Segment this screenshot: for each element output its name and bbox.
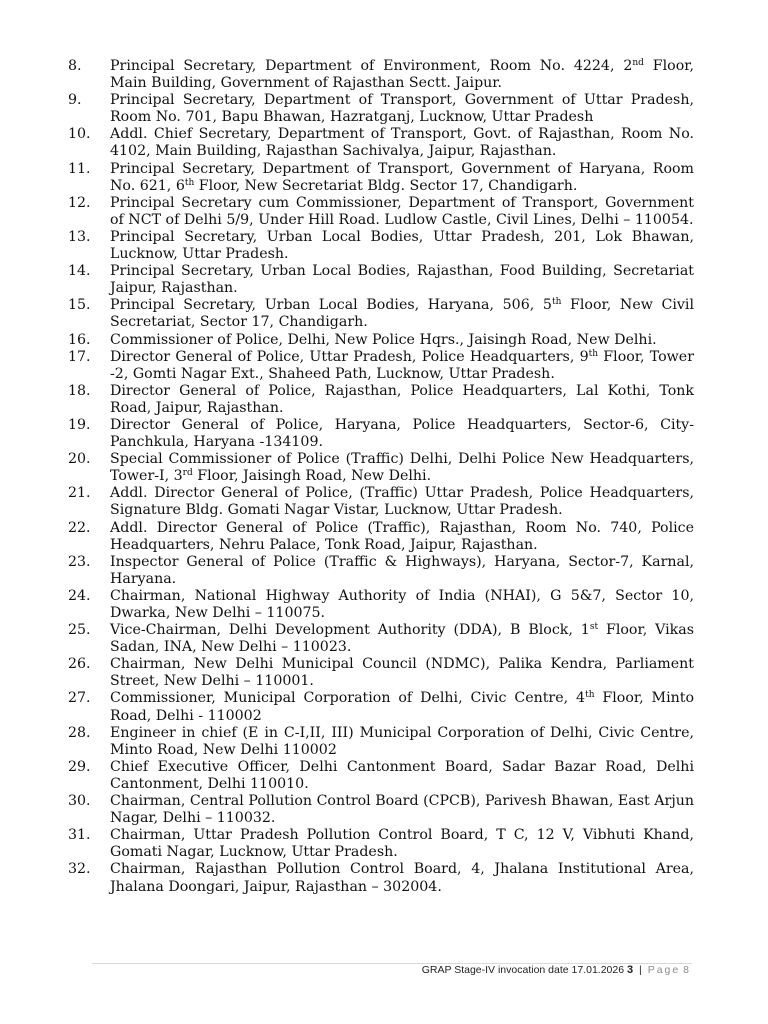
- list-item-text: Chairman, Uttar Pradesh Pollution Control Board, T C, 12 V, Vibhuti Khand, Gomati Nagar, Lucknow, Uttar Pradesh.: [110, 827, 694, 861]
- list-item-number: 17.: [68, 348, 91, 365]
- list-item-number: 13.: [68, 228, 91, 245]
- list-item-number: 11.: [68, 160, 91, 177]
- list-item-text: Engineer in chief (E in C-I,II, III) Municipal Corporation of Delhi, Civic Centre, Minto Road, New Delhi 110002: [110, 724, 694, 758]
- list-item-number: 8.: [68, 58, 82, 74]
- list-item-number: 27.: [68, 690, 91, 707]
- list-item-text: Special Commissioner of Police (Traffic) Delhi, Delhi Police New Headquarters, Tower-I, 3rd Floor, Jaisingh Road, New Delhi.: [110, 451, 694, 485]
- list-item-text: Director General of Police, Haryana, Police Headquarters, Sector-6, City-Panchkula, Haryana -134109.: [110, 416, 694, 451]
- list-item-text: Chairman, National Highway Authority of India (NHAI), G 5&7, Sector 10, Dwarka, New Delhi – 110075.: [110, 587, 694, 621]
- list-item-number: 10.: [68, 126, 91, 143]
- list-item-number: 22.: [68, 519, 91, 536]
- list-item: [68, 349, 694, 383]
- list-item-number: 21.: [68, 485, 91, 502]
- list-item-text: Chief Executive Officer, Delhi Cantonment Board, Sadar Bazar Road, Delhi Cantonment, Delhi 110010.: [110, 758, 694, 792]
- list-item-text: Inspector General of Police (Traffic & Highways), Haryana, Sector-7, Karnal, Haryana.: [110, 553, 694, 587]
- list-item-number: 23.: [68, 553, 91, 570]
- list-item-text: Principal Secretary, Department of Environment, Room No. 4224, 2nd Floor, Main Building, Government of Rajasthan Sectt. Jaipur.: [110, 58, 694, 92]
- footer-page-label: Page: [647, 964, 681, 976]
- list-item-number: 18.: [68, 382, 91, 399]
- list-item: [68, 690, 694, 724]
- list-item: [68, 58, 694, 92]
- list-item-text: Director General of Police, Rajasthan, Police Headquarters, Lal Kothi, Tonk Road, Jaipur, Rajasthan.: [110, 382, 694, 416]
- list-item: [68, 485, 694, 519]
- list-item: [68, 622, 694, 656]
- list-item-text: Vice-Chairman, Delhi Development Authority (DDA), B Block, 1st Floor, Vikas Sadan, INA, New Delhi – 110023.: [110, 622, 694, 656]
- list-item-number: 28.: [68, 724, 91, 741]
- list-item-number: 12.: [68, 194, 91, 211]
- list-item-text: Principal Secretary, Department of Transport, Government of Uttar Pradesh, Room No. 701, Bapu Bhawan, Hazratganj, Lucknow, Uttar Pradesh: [110, 92, 694, 126]
- list-item-number: 32.: [68, 861, 91, 878]
- page-footer: [422, 964, 691, 976]
- list-item-text: Addl. Chief Secretary, Department of Transport, Govt. of Rajasthan, Room No. 4102, Main Building, Rajasthan Sachivalya, Jaipur, Rajasthan.: [110, 126, 694, 160]
- addressee-list: [68, 58, 694, 896]
- list-item-number: 14.: [68, 263, 91, 280]
- list-item-text: Chairman, Central Pollution Control Board (CPCB), Parivesh Bhawan, East Arjun Nagar, Delhi – 110032.: [110, 793, 694, 827]
- list-item: [68, 588, 694, 622]
- list-item: [68, 332, 694, 349]
- list-item: [68, 126, 694, 160]
- list-item-number: 16.: [68, 331, 91, 348]
- list-item-number: 31.: [68, 827, 91, 844]
- list-item-number: 29.: [68, 758, 91, 775]
- list-item: [68, 383, 694, 417]
- list-item: [68, 759, 694, 793]
- list-item: [68, 656, 694, 690]
- list-item: [68, 827, 694, 861]
- list-item: [68, 520, 694, 554]
- list-item-number: 9.: [68, 92, 82, 109]
- list-item-text: Director General of Police, Uttar Pradesh, Police Headquarters, 9th Floor, Tower -2, Gomti Nagar Ext., Shaheed Path, Lucknow, Uttar Pradesh.: [110, 348, 694, 382]
- list-item-text: Principal Secretary, Urban Local Bodies, Haryana, 506, 5th Floor, New Civil Secretariat, Sector 17, Chandigarh.: [110, 297, 695, 331]
- list-item-number: 20.: [68, 451, 91, 468]
- list-item: [68, 161, 694, 195]
- footer-doc-title: GRAP Stage-IV invocation date 17.01.2026: [421, 964, 625, 976]
- list-item-number: 26.: [68, 656, 91, 673]
- footer-total-pages: 8: [683, 964, 691, 976]
- list-item-number: 19.: [68, 416, 91, 433]
- list-item: [68, 229, 694, 263]
- list-item: [68, 451, 694, 485]
- list-item-text: Principal Secretary, Urban Local Bodies, Rajasthan, Food Building, Secretariat Jaipur, Rajasthan.: [110, 263, 694, 297]
- list-item-number: 30.: [68, 793, 91, 810]
- list-item-text: Chairman, New Delhi Municipal Council (NDMC), Palika Kendra, Parliament Street, New Delhi – 110001.: [110, 656, 694, 690]
- list-item: [68, 195, 694, 229]
- list-item: [68, 297, 694, 331]
- list-item-text: Principal Secretary, Urban Local Bodies, Uttar Pradesh, 201, Lok Bhawan, Lucknow, Uttar Pradesh.: [110, 228, 694, 263]
- list-item-number: 25.: [68, 622, 91, 639]
- footer-separator: |: [639, 964, 642, 976]
- list-item: [68, 793, 694, 827]
- footer-page-number: 3: [627, 964, 634, 976]
- list-item-number: 15.: [68, 297, 91, 314]
- list-item: [68, 92, 694, 126]
- list-item-text: Chairman, Rajasthan Pollution Control Board, 4, Jhalana Institutional Area, Jhalana Doongari, Jaipur, Rajasthan – 302004.: [110, 861, 694, 895]
- list-item: [68, 417, 694, 451]
- list-item: [68, 861, 694, 895]
- list-item-text: Principal Secretary, Department of Transport, Government of Haryana, Room No. 621, 6th Floor, New Secretariat Bldg. Sector 17, Chandigarh.: [110, 160, 694, 194]
- list-item: [68, 554, 694, 588]
- list-item-text: Commissioner, Municipal Corporation of Delhi, Civic Centre, 4th Floor, Minto Road, Delhi - 110002: [110, 690, 694, 724]
- list-item-text: Principal Secretary cum Commissioner, Department of Transport, Government of NCT of Delhi 5/9, Under Hill Road. Ludlow Castle, Civil Lines, Delhi – 110054.: [110, 194, 694, 228]
- list-item-number: 24.: [68, 587, 91, 604]
- list-item: [68, 725, 694, 759]
- list-item-text: Commissioner of Police, Delhi, New Police Hqrs., Jaisingh Road, New Delhi.: [110, 331, 657, 348]
- list-item-text: Addl. Director General of Police (Traffic), Rajasthan, Room No. 740, Police Headquarters, Nehru Palace, Tonk Road, Jaipur, Rajasthan.: [110, 519, 694, 553]
- list-item-text: Addl. Director General of Police, (Traffic) Uttar Pradesh, Police Headquarters, Signature Bldg. Gomati Nagar Vistar, Lucknow, Uttar Pradesh.: [110, 485, 694, 519]
- list-item: [68, 263, 694, 297]
